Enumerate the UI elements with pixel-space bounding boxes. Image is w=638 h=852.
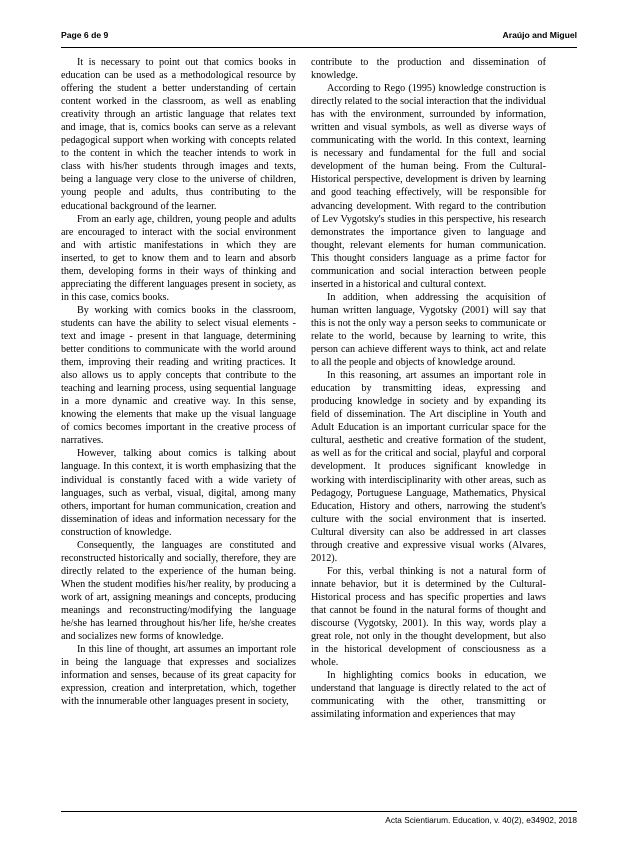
paragraph: By working with comics books in the classroom, students can have the ability to select visual elements - text and image - present in that language, determining better conditions to communicate with the world around them, improving their reading and writing practices. It also allows us to apply concepts that contribute to the teaching and learning process, using sequential language in a more dynamic and creative way. In this sense, knowing the elements that make up the visual language of comics becomes important in the creative process of narratives.	[61, 304, 296, 447]
header-authors: Araújo and Miguel	[502, 30, 577, 40]
paragraph: In highlighting comics books in education, we understand that language is directly related to the act of communicating with the other, transmitting or assimilating information and experiences that may	[311, 670, 546, 721]
paragraph: It is necessary to point out that comics books in education can be used as a methodological resource by offering the student a better understanding of certain content worked in the classroom, as well as enabling creativity through an artistic language that relates text and image, that is, comics books can serve as a relevant pedagogical support when working with concepts related to the content in which the teacher intends to work in class with his/her students through images and texts, being a language very close to the universe of children, young people and adults, thus contributing to the educational background of the learner.	[61, 57, 296, 212]
paragraph-continued: contribute to the production and dissemination of knowledge.	[311, 57, 546, 82]
paragraph: In this reasoning, art assumes an important role in education by transmitting ideas, expressing and producing knowledge in society and by expanding its field of dissemination. The Art discipline in Youth and Adult Education is an important curricular space for the cultural, aesthetic and creative formation of the student, as well as for the critical and social, playful and corporal development. It produces significant knowledge in working with interdisciplinarity with other areas, such as Pedagogy, Portuguese Language, Mathematics, Physical Education, History and others, narrowing the student's culture with the social environment that is inserted. Cultural diversity can also be addressed in art classes through creative and expressive visual works (Alvares, 2012).	[311, 370, 546, 564]
paragraph: In addition, when addressing the acquisition of human written language, Vygotsky (2001) will say that this is not the only way a person seeks to communicate or relate to the world, because by learning to write, this person can achieve different ways to think, act and relate to all the people and objects of knowledge around.	[311, 291, 546, 369]
footer-rule	[61, 811, 577, 812]
paragraph: Consequently, the languages are constituted and reconstructed historically and socially, therefore, they are directly related to the experience of the human being. When the student modifies his/her reality, by producing a work of art, assigning meanings and concepts, producing meanings and reconstructing/modifying the language he/she has learned throughout his/her life, he/she creates and socializes new forms of knowledge.	[61, 539, 296, 643]
paragraph: However, talking about comics is talking about language. In this context, it is worth emphasizing that the individual is constantly faced with a wide variety of languages, such as verbal, visual, digital, among many others, important for human communication, creation and dissemination of ideas and information necessary for the construction of knowledge.	[61, 448, 296, 538]
paragraph: In this line of thought, art assumes an important role in being the language that expresses and socializes information and senses, because of its great capacity for expression, creation and interpretation, which, together with the innumerable other languages present in society,	[61, 644, 296, 708]
paragraph: For this, verbal thinking is not a natural form of innate behavior, but it is determined by the Cultural-Historical process and has specific properties and laws that cannot be found in the natural forms of thought and discourse (Vygotsky, 2001). In this way, words play a great role, not only in the thought development, but also in the historical development of consciousness as a whole.	[311, 565, 546, 669]
journal-citation: Acta Scientiarum. Education, v. 40(2), e34902, 2018	[385, 815, 577, 825]
running-header	[61, 30, 577, 46]
paragraph: From an early age, children, young people and adults are encouraged to interact with the social environment and with artistic manifestations in which they are inserted, to get to know them and to learn and absorb them, developing forms in their ways of thinking and appreciating the different languages present in society, as in this case, comics books.	[61, 213, 296, 303]
right-column	[311, 56, 546, 721]
paragraph: According to Rego (1995) knowledge construction is directly related to the social interaction that the individual has with the environment, surrounded by information, written and visual symbols, as well as diverse ways of communicating with the world. In this context, learning is necessary and fundamental for the full and social development of the human being. From the Cultural-Historical perspective, development is driven by learning and good teaching effectively, will be responsible for advancing development. With regard to the contribution of Lev Vygotsky's studies in this perspective, his research demonstrates the importance given to language and thought, relevant elements for human communication. This thought considers language as a prime factor for communication and social interaction between people inserted in a historical and cultural context.	[311, 83, 546, 290]
page-number: Page 6 de 9	[61, 30, 109, 40]
left-column	[61, 56, 296, 708]
header-rule	[61, 47, 577, 48]
